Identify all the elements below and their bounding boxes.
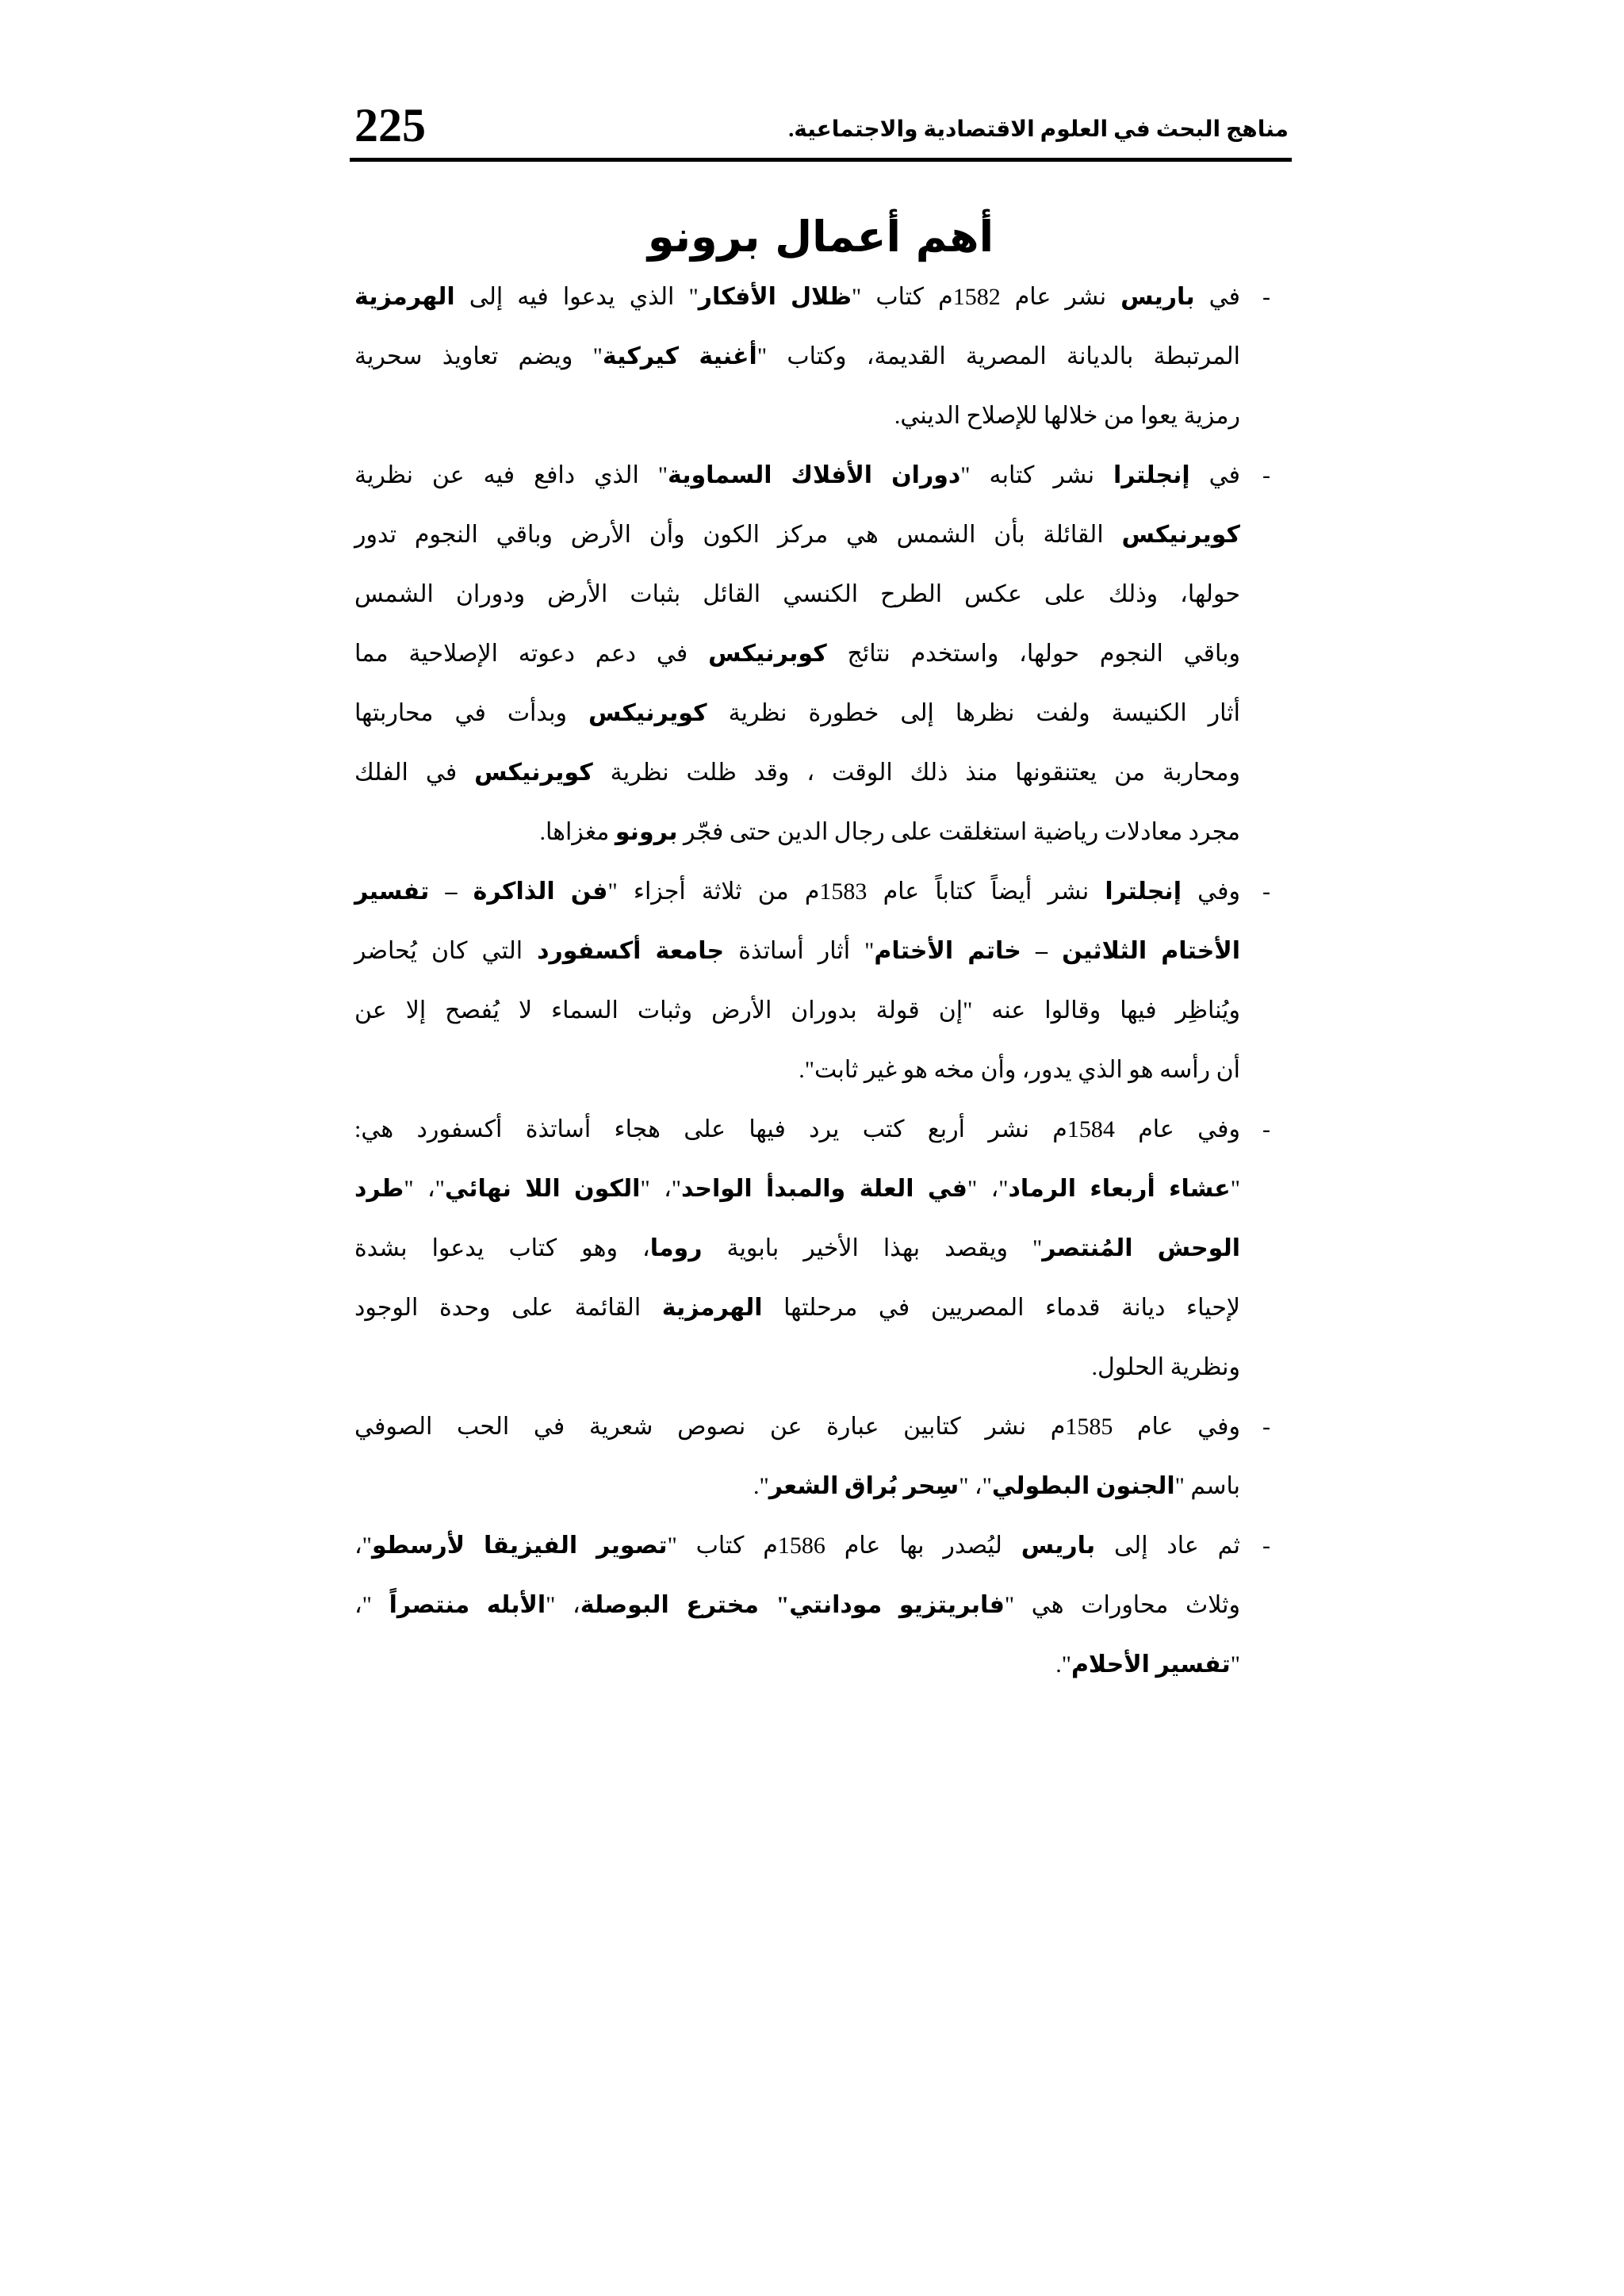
- text-run: "، ": [640, 1176, 682, 1202]
- text-run: وباقي النجوم حولها، واستخدم نتائج: [826, 641, 1240, 667]
- text-run: ونظرية الحلول.: [1091, 1354, 1240, 1380]
- text-line: [354, 743, 1240, 802]
- bullet-item: [354, 1100, 1270, 1397]
- text-run: "، ": [959, 1473, 992, 1499]
- text-run: نشر أيضاً كتاباً عام 1583م من ثلاثة أجزاء ": [607, 878, 1105, 905]
- text-run: مغزاها.: [539, 819, 615, 845]
- text-run: "، ": [967, 1176, 1009, 1202]
- bold-text-run: إنجلترا: [1105, 878, 1182, 905]
- text-run: نشر كتابه ": [960, 462, 1114, 488]
- text-line: [354, 1397, 1240, 1456]
- text-run: " الذي يدعوا فيه إلى: [454, 284, 699, 310]
- text-run: ومحاربة من يعتنقونها منذ ذلك الوقت ، وقد ظلت نظرية: [592, 760, 1240, 786]
- text-line: [354, 1278, 1240, 1337]
- bold-text-run: الوحش المُنتصر: [1042, 1235, 1240, 1261]
- text-run: في: [1194, 284, 1240, 310]
- text-line: [354, 446, 1240, 505]
- bullet-item: [354, 1397, 1270, 1516]
- text-run: ".: [1055, 1651, 1071, 1678]
- running-head: [350, 101, 1292, 159]
- text-run: " أثار أساتذة: [724, 938, 875, 964]
- text-run: " الذي دافع فيه عن نظرية: [354, 462, 668, 488]
- text-line: [354, 1040, 1240, 1100]
- text-run: القائلة بأن الشمس هي مركز الكون وأن الأرض وباقي النجوم تدور: [354, 522, 1122, 548]
- bold-text-run: عشاء أربعاء الرماد: [1008, 1176, 1231, 1202]
- text-run: أثار الكنيسة ولفت نظرها إلى خطورة نظرية: [707, 700, 1240, 726]
- text-line: [354, 1159, 1240, 1219]
- text-line: [354, 564, 1240, 624]
- text-run: وثلاث محاورات هي ": [1004, 1592, 1240, 1618]
- bold-text-run: سِحر بُراق الشعر: [768, 1473, 959, 1499]
- text-run: "،: [354, 1533, 372, 1559]
- text-line: [354, 624, 1240, 683]
- bullet-item: [354, 862, 1270, 1100]
- bold-text-run: الأبله منتصراً: [389, 1592, 546, 1618]
- bold-text-run: كويرنيكس: [588, 700, 707, 726]
- page-number: 225: [354, 99, 426, 151]
- bullet-item: [354, 1516, 1270, 1694]
- section-title: أهم أعمال برونو: [647, 212, 994, 262]
- bold-text-run: برونو: [615, 819, 678, 845]
- bold-text-run: الهرمزية: [661, 1295, 763, 1321]
- text-line: [354, 683, 1240, 743]
- text-run: وفي عام 1584م نشر أربع كتب يرد فيها على هجاء أساتذة أكسفورد هي:: [354, 1116, 1240, 1142]
- bullet-dash: -: [1262, 1116, 1270, 1142]
- bold-text-run: باريس: [1120, 284, 1195, 310]
- text-line: [354, 505, 1240, 564]
- text-run: ثم عاد إلى: [1095, 1533, 1240, 1559]
- text-run: ": [1230, 1651, 1240, 1678]
- bold-text-run: الجنون البطولي: [991, 1473, 1175, 1499]
- text-run: رمزية يعوا من خلالها للإصلاح الديني.: [894, 403, 1240, 429]
- text-line: [354, 1337, 1240, 1397]
- bold-text-run: أغنية كيركية: [602, 343, 757, 369]
- text-run: في دعم دعوته الإصلاحية مما: [354, 641, 709, 667]
- text-line: [354, 862, 1240, 921]
- bold-text-run: طرد: [354, 1176, 404, 1202]
- bold-text-run: إنجلترا: [1113, 462, 1190, 488]
- text-run: "،: [354, 1592, 389, 1618]
- text-line: [354, 1516, 1240, 1575]
- text-line: [354, 1635, 1240, 1694]
- bold-text-run: الكون اللا نهائي: [444, 1176, 641, 1202]
- text-line: [354, 1456, 1240, 1516]
- text-line: [354, 267, 1240, 327]
- bold-text-run: باريس: [1021, 1533, 1096, 1559]
- bold-text-run: في العلة والمبدأ الواحد: [681, 1176, 967, 1202]
- text-run: ": [1230, 1176, 1241, 1202]
- text-run: أن رأسه هو الذي يدور، وأن مخه هو غير ثابت".: [799, 1057, 1240, 1083]
- text-run: وفي: [1181, 878, 1240, 905]
- text-run: نشر عام 1582م كتاب ": [852, 284, 1121, 310]
- bullet-dash: -: [1262, 1533, 1270, 1559]
- bold-text-run: تفسير الأحلام: [1071, 1651, 1231, 1678]
- bold-text-run: فابريتزيو مودانتي" مخترع البوصلة: [580, 1592, 1005, 1618]
- header-rule: [350, 158, 1292, 162]
- text-run: القائمة على وحدة الوجود: [354, 1295, 662, 1321]
- text-run: مجرد معادلات رياضية استغلقت على رجال الدين حتى فجّر: [677, 819, 1240, 845]
- text-line: [354, 1575, 1240, 1635]
- bold-text-run: الأختام الثلاثين – خاتم الأختام: [874, 938, 1240, 964]
- text-line: [354, 386, 1240, 446]
- text-run: ".: [753, 1473, 769, 1499]
- bullet-item: [354, 446, 1270, 862]
- text-run: وبدأت في محاربتها: [354, 700, 588, 726]
- bold-text-run: الهرمزية: [354, 284, 455, 310]
- text-run: باسم ": [1174, 1473, 1240, 1499]
- bold-text-run: كوبرنيكس: [708, 641, 827, 667]
- bullet-item: [354, 267, 1270, 446]
- text-run: في: [1189, 462, 1240, 488]
- running-title: مناهج البحث في العلوم الاقتصادية والاجتماعية.: [788, 117, 1289, 142]
- text-run: "، ": [404, 1176, 445, 1202]
- text-run: ، ": [546, 1592, 580, 1618]
- bold-text-run: ظلال الأفكار: [698, 284, 852, 310]
- bold-text-run: جامعة أكسفورد: [537, 938, 725, 964]
- text-run: " ويقصد بهذا الأخير بابوية: [702, 1235, 1043, 1261]
- bold-text-run: تصوير الفيزيقا لأرسطو: [371, 1533, 668, 1559]
- text-line: [354, 981, 1240, 1040]
- body-text: [354, 267, 1270, 1694]
- text-line: [354, 1100, 1240, 1159]
- text-run: في الفلك: [354, 760, 475, 786]
- text-run: ليُصدر بها عام 1586م كتاب ": [667, 1533, 1021, 1559]
- text-run: المرتبطة بالديانة المصرية القديمة، وكتاب ": [756, 343, 1241, 369]
- bold-text-run: كويرنيكس: [474, 760, 593, 786]
- bullet-dash: -: [1262, 878, 1270, 905]
- text-run: حولها، وذلك على عكس الطرح الكنسي القائل بثبات الأرض ودوران الشمس: [354, 581, 1240, 607]
- text-run: ، وهو كتاب يدعوا بشدة: [354, 1235, 650, 1261]
- bold-text-run: دوران الأفلاك السماوية: [668, 462, 961, 488]
- bullet-dash: -: [1262, 1414, 1270, 1440]
- bold-text-run: فن الذاكرة – تفسير: [354, 878, 608, 905]
- bullet-dash: -: [1262, 284, 1270, 310]
- text-line: [354, 327, 1240, 386]
- text-line: [354, 921, 1240, 981]
- text-line: [354, 802, 1240, 862]
- text-line: [354, 1219, 1240, 1278]
- bullet-dash: -: [1262, 462, 1270, 488]
- bold-text-run: كويرنيكس: [1121, 522, 1240, 548]
- text-run: لإحياء ديانة قدماء المصريين في مرحلتها: [762, 1295, 1241, 1321]
- text-run: " ويضم تعاويذ سحرية: [354, 343, 603, 369]
- text-run: ويُناظِر فيها وقالوا عنه "إن قولة بدوران الأرض وثبات السماء لا يُفصح إلا عن: [354, 997, 1240, 1024]
- text-run: وفي عام 1585م نشر كتابين عبارة عن نصوص شعرية في الحب الصوفي: [354, 1414, 1241, 1440]
- bold-text-run: روما: [649, 1235, 703, 1261]
- text-run: التي كان يُحاضر: [354, 938, 538, 964]
